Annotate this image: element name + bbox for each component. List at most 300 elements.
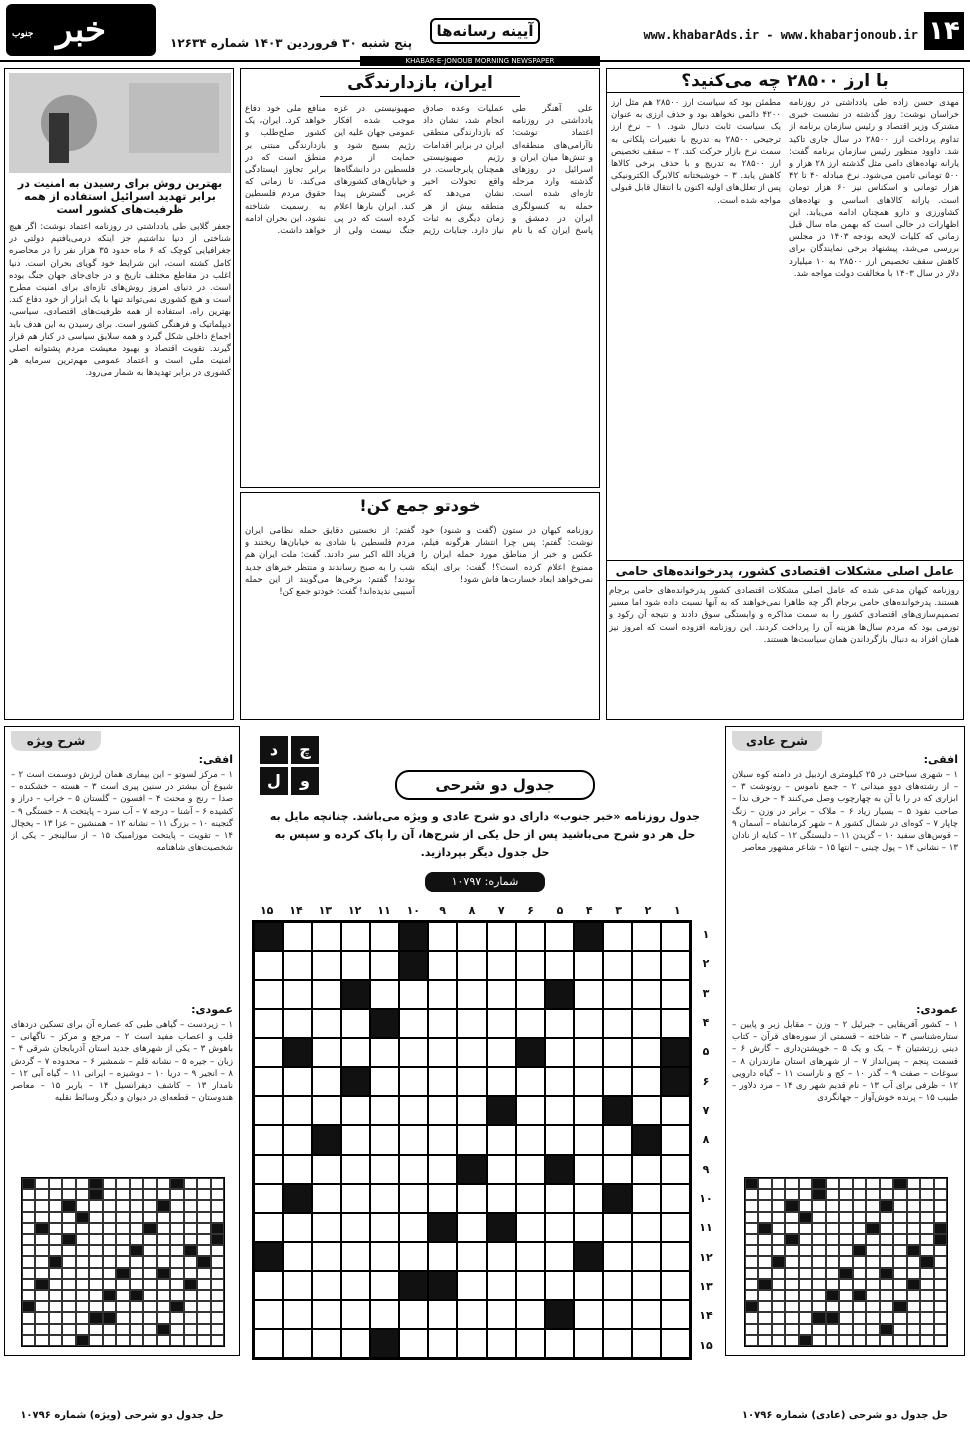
grid-cell[interactable]	[428, 1038, 457, 1067]
grid-cell[interactable]	[545, 1242, 574, 1271]
grid-block	[603, 1096, 632, 1125]
grid-cell	[89, 1200, 102, 1211]
grid-cell[interactable]	[487, 1067, 516, 1096]
grid-cell[interactable]	[603, 1213, 632, 1242]
grid-cell[interactable]	[399, 1067, 428, 1096]
grid-cell[interactable]	[487, 1271, 516, 1300]
grid-cell	[758, 1245, 771, 1256]
grid-cell	[157, 1279, 170, 1290]
grid-cell[interactable]	[516, 1184, 545, 1213]
grid-cell[interactable]	[487, 1125, 516, 1154]
grid-cell	[89, 1223, 102, 1234]
grid-cell[interactable]	[632, 1242, 661, 1271]
grid-cell[interactable]	[370, 1300, 399, 1329]
grid-cell	[211, 1178, 224, 1189]
grid-block	[799, 1335, 812, 1346]
grid-cell	[785, 1189, 798, 1200]
grid-cell[interactable]	[574, 980, 603, 1009]
grid-cell[interactable]	[254, 1096, 283, 1125]
grid-cell[interactable]	[545, 1184, 574, 1213]
grid-cell[interactable]	[370, 1067, 399, 1096]
grid-cell[interactable]	[370, 1038, 399, 1067]
grid-cell[interactable]	[516, 1125, 545, 1154]
grid-cell[interactable]	[341, 1242, 370, 1271]
grid-cell[interactable]	[341, 1329, 370, 1358]
grid-cell	[893, 1324, 906, 1335]
grid-cell[interactable]	[428, 1067, 457, 1096]
grid-cell	[907, 1312, 920, 1323]
solution-grid-normal	[744, 1177, 948, 1347]
grid-cell[interactable]	[254, 1009, 283, 1038]
grid-cell[interactable]	[312, 922, 341, 951]
grid-block	[853, 1245, 866, 1256]
grid-cell	[103, 1279, 116, 1290]
grid-cell[interactable]	[516, 1329, 545, 1358]
grid-block	[35, 1223, 48, 1234]
grid-cell[interactable]	[661, 1300, 690, 1329]
grid-cell[interactable]	[487, 1300, 516, 1329]
grid-cell[interactable]	[341, 1125, 370, 1154]
grid-cell	[76, 1234, 89, 1245]
grid-cell[interactable]	[312, 1300, 341, 1329]
grid-cell[interactable]	[487, 1038, 516, 1067]
grid-cell[interactable]	[341, 1271, 370, 1300]
grid-cell[interactable]	[457, 922, 486, 951]
grid-cell[interactable]	[603, 1329, 632, 1358]
grid-cell	[76, 1268, 89, 1279]
grid-cell[interactable]	[399, 1300, 428, 1329]
grid-cell[interactable]	[574, 1271, 603, 1300]
grid-block	[934, 1223, 947, 1234]
grid-cell[interactable]	[399, 1184, 428, 1213]
grid-cell[interactable]	[254, 1213, 283, 1242]
grid-cell[interactable]	[516, 1300, 545, 1329]
grid-cell[interactable]	[312, 1213, 341, 1242]
grid-cell[interactable]	[457, 1271, 486, 1300]
grid-cell	[866, 1335, 879, 1346]
grid-cell[interactable]	[428, 922, 457, 951]
grid-cell[interactable]	[399, 1213, 428, 1242]
grid-cell[interactable]	[545, 1096, 574, 1125]
grid-cell[interactable]	[545, 1271, 574, 1300]
grid-cell	[170, 1324, 183, 1335]
grid-cell	[197, 1200, 210, 1211]
grid-block	[812, 1312, 825, 1323]
grid-cell[interactable]	[574, 1038, 603, 1067]
article-column: مطمئن بود که سیاست ارز ۲۸۵۰۰ هم مثل ارز ۴۲۰۰ دائمی نخواهد بود و حذف ارزی به عنوان یک سیاست ثابت دنبال شود. ۱ – نرخ ارز ترجیحی ۲۸۵۰۰ به تدریج با تغییرات پلکانی به سمت نرخ بازار حرکت کند. ۲ – سقف تخصیص ارز ۲۸۵۰۰ به تدریج و با حذف برخی کالاها کاهش یابد. ۳ – خوشبختانه کالابرگ الکترونیکی پس از تعلل‌های اولیه اکنون با انتقال قابل قبولی مواجه شده است.	[611, 98, 781, 206]
grid-cell	[866, 1301, 879, 1312]
grid-cell	[826, 1178, 839, 1189]
grid-cell	[184, 1178, 197, 1189]
grid-cell	[35, 1245, 48, 1256]
grid-cell	[758, 1178, 771, 1189]
grid-cell[interactable]	[283, 951, 312, 980]
grid-cell[interactable]	[370, 951, 399, 980]
grid-cell	[197, 1245, 210, 1256]
grid-cell[interactable]	[545, 1038, 574, 1067]
grid-cell[interactable]	[661, 951, 690, 980]
grid-block	[880, 1268, 893, 1279]
grid-cell[interactable]	[399, 1009, 428, 1038]
grid-block	[893, 1301, 906, 1312]
grid-cell	[62, 1212, 75, 1223]
grid-cell[interactable]	[661, 1096, 690, 1125]
grid-cell[interactable]	[574, 951, 603, 980]
grid-cell[interactable]	[457, 980, 486, 1009]
grid-cell	[170, 1245, 183, 1256]
grid-cell[interactable]	[399, 1125, 428, 1154]
grid-cell[interactable]	[487, 980, 516, 1009]
grid-cell[interactable]	[603, 1155, 632, 1184]
grid-cell[interactable]	[632, 1038, 661, 1067]
grid-cell[interactable]	[254, 1329, 283, 1358]
grid-cell[interactable]	[632, 951, 661, 980]
grid-cell[interactable]	[661, 1271, 690, 1300]
grid-cell[interactable]	[516, 1096, 545, 1125]
grid-cell[interactable]	[574, 1184, 603, 1213]
grid-cell[interactable]	[516, 1242, 545, 1271]
grid-cell[interactable]	[661, 922, 690, 951]
grid-cell[interactable]	[312, 1096, 341, 1125]
grid-cell[interactable]	[632, 1213, 661, 1242]
grid-cell[interactable]	[661, 1155, 690, 1184]
grid-cell	[907, 1335, 920, 1346]
grid-cell[interactable]	[370, 1271, 399, 1300]
grid-cell[interactable]	[283, 1300, 312, 1329]
grid-cell[interactable]	[516, 1213, 545, 1242]
grid-cell[interactable]	[283, 1067, 312, 1096]
grid-cell[interactable]	[516, 1009, 545, 1038]
grid-cell[interactable]	[341, 1155, 370, 1184]
grid-cell[interactable]	[428, 1242, 457, 1271]
grid-cell[interactable]	[661, 1213, 690, 1242]
grid-cell	[89, 1301, 102, 1312]
grid-cell[interactable]	[341, 1009, 370, 1038]
grid-cell[interactable]	[370, 1125, 399, 1154]
grid-cell[interactable]	[487, 1009, 516, 1038]
grid-cell[interactable]	[574, 1155, 603, 1184]
grid-cell	[866, 1189, 879, 1200]
grid-cell[interactable]	[545, 1213, 574, 1242]
grid-cell[interactable]	[545, 1009, 574, 1038]
grid-cell[interactable]	[399, 1096, 428, 1125]
grid-cell	[853, 1256, 866, 1267]
grid-cell[interactable]	[457, 1009, 486, 1038]
grid-cell[interactable]	[603, 1125, 632, 1154]
grid-block	[880, 1324, 893, 1335]
grid-cell[interactable]	[574, 1213, 603, 1242]
grid-cell[interactable]	[312, 1184, 341, 1213]
grid-cell[interactable]	[632, 1009, 661, 1038]
col-number: ۶	[527, 904, 534, 917]
grid-cell[interactable]	[574, 1300, 603, 1329]
grid-block	[799, 1212, 812, 1223]
page-number: ۱۴	[924, 12, 964, 50]
grid-cell[interactable]	[370, 1096, 399, 1125]
grid-cell	[49, 1200, 62, 1211]
grid-cell[interactable]	[370, 922, 399, 951]
grid-cell[interactable]	[632, 1329, 661, 1358]
grid-cell[interactable]	[545, 1329, 574, 1358]
grid-cell[interactable]	[428, 1096, 457, 1125]
grid-cell	[76, 1223, 89, 1234]
grid-cell[interactable]	[254, 1125, 283, 1154]
col-number: ۱۲	[347, 904, 362, 917]
grid-cell	[839, 1200, 852, 1211]
grid-block	[197, 1256, 210, 1267]
grid-cell[interactable]	[603, 1009, 632, 1038]
grid-cell[interactable]	[283, 1009, 312, 1038]
grid-cell	[826, 1200, 839, 1211]
col-number: ۴	[585, 904, 593, 917]
grid-cell[interactable]	[428, 980, 457, 1009]
grid-cell[interactable]	[487, 1329, 516, 1358]
grid-cell	[839, 1178, 852, 1189]
grid-cell	[826, 1223, 839, 1234]
grid-cell	[812, 1335, 825, 1346]
site-urls[interactable]: www.khabarAds.ir - www.khabarjonoub.ir	[643, 28, 918, 42]
grid-cell[interactable]	[661, 1125, 690, 1154]
grid-cell[interactable]	[283, 1213, 312, 1242]
grid-cell[interactable]	[632, 1184, 661, 1213]
grid-cell[interactable]	[254, 980, 283, 1009]
grid-cell[interactable]	[283, 922, 312, 951]
grid-cell[interactable]	[603, 951, 632, 980]
grid-cell[interactable]	[312, 1067, 341, 1096]
grid-cell	[812, 1212, 825, 1223]
grid-cell	[157, 1189, 170, 1200]
grid-cell[interactable]	[457, 1300, 486, 1329]
grid-cell[interactable]	[632, 1067, 661, 1096]
grid-cell[interactable]	[632, 1271, 661, 1300]
grid-cell[interactable]	[487, 951, 516, 980]
grid-cell[interactable]	[457, 1125, 486, 1154]
grid-cell	[89, 1279, 102, 1290]
grid-cell[interactable]	[283, 1096, 312, 1125]
grid-cell	[920, 1200, 933, 1211]
grid-cell	[211, 1189, 224, 1200]
grid-block	[758, 1279, 771, 1290]
grid-cell[interactable]	[312, 1038, 341, 1067]
grid-cell[interactable]	[603, 1300, 632, 1329]
grid-cell[interactable]	[545, 1125, 574, 1154]
grid-cell[interactable]	[341, 1213, 370, 1242]
grid-cell	[130, 1256, 143, 1267]
grid-cell[interactable]	[428, 1155, 457, 1184]
grid-cell[interactable]	[574, 1009, 603, 1038]
grid-cell[interactable]	[254, 951, 283, 980]
grid-cell[interactable]	[399, 1038, 428, 1067]
grid-cell[interactable]	[254, 1038, 283, 1067]
grid-cell[interactable]	[312, 1242, 341, 1271]
grid-block	[283, 1038, 312, 1067]
grid-cell[interactable]	[399, 1155, 428, 1184]
grid-cell[interactable]	[428, 1300, 457, 1329]
grid-cell[interactable]	[312, 1009, 341, 1038]
grid-cell	[880, 1312, 893, 1323]
grid-block	[826, 1290, 839, 1301]
grid-cell	[157, 1312, 170, 1323]
grid-cell[interactable]	[283, 1242, 312, 1271]
grid-cell[interactable]	[399, 1329, 428, 1358]
grid-cell[interactable]	[254, 1300, 283, 1329]
grid-cell[interactable]	[312, 1155, 341, 1184]
grid-cell	[35, 1189, 48, 1200]
grid-cell[interactable]	[574, 1096, 603, 1125]
grid-cell[interactable]	[283, 1125, 312, 1154]
grid-cell[interactable]	[632, 1096, 661, 1125]
grid-cell	[116, 1301, 129, 1312]
grid-cell	[197, 1279, 210, 1290]
grid-cell	[799, 1178, 812, 1189]
grid-cell	[116, 1189, 129, 1200]
grid-cell[interactable]	[632, 1155, 661, 1184]
grid-cell[interactable]	[516, 1155, 545, 1184]
grid-cell	[907, 1324, 920, 1335]
grid-cell[interactable]	[341, 1184, 370, 1213]
grid-cell[interactable]	[632, 922, 661, 951]
grid-cell[interactable]	[370, 1184, 399, 1213]
grid-cell[interactable]	[661, 1184, 690, 1213]
grid-cell[interactable]	[661, 980, 690, 1009]
grid-cell[interactable]	[457, 1038, 486, 1067]
grid-cell[interactable]	[399, 1242, 428, 1271]
puzzle-logo-letter: و	[291, 767, 319, 795]
grid-cell[interactable]	[254, 1155, 283, 1184]
grid-cell	[812, 1279, 825, 1290]
grid-cell[interactable]	[254, 1067, 283, 1096]
crossword-grid[interactable]	[252, 920, 692, 1360]
grid-cell[interactable]	[603, 1242, 632, 1271]
grid-cell	[211, 1256, 224, 1267]
grid-cell[interactable]	[457, 1184, 486, 1213]
grid-cell[interactable]	[457, 1329, 486, 1358]
across-clues: ۱ – شهری سیاحتی در ۲۵ کیلومتری اردبیل در دامنه کوه سبلان – از رشته‌های دوو میدانی ۲ – جمع ناموس – رونوشت ۳ – ابزاری که در را با آن به چهارچوب وصل می‌کنند ۴ – حرف ندا – صاحب نفوذ ۵ – بسیار زیاد ۶ – ملاک – برابر در وزن – زنگ چاپار ۷ – کوه‌ای در شمال کشور ۸ – شهر کرمانشاه – آسمان ۹ – قوس‌های سفید ۱۰ – گزیدن ۱۱ – دلبستگی ۱۲ – کنایه از نادان ۱۳ – نشانی ۱۴ – پول چینی – انتها ۱۵ – شاعر مشهور معاصر	[732, 770, 958, 854]
grid-cell	[89, 1268, 102, 1279]
grid-cell	[184, 1335, 197, 1346]
grid-cell[interactable]	[516, 1271, 545, 1300]
grid-cell[interactable]	[341, 951, 370, 980]
grid-cell[interactable]	[283, 1155, 312, 1184]
puzzle-logo	[259, 736, 319, 796]
grid-cell[interactable]	[341, 1038, 370, 1067]
grid-cell[interactable]	[457, 1067, 486, 1096]
grid-cell[interactable]	[574, 1067, 603, 1096]
grid-cell[interactable]	[283, 1329, 312, 1358]
grid-cell[interactable]	[457, 1096, 486, 1125]
grid-block	[341, 1067, 370, 1096]
grid-cell[interactable]	[428, 1329, 457, 1358]
grid-cell[interactable]	[516, 1067, 545, 1096]
grid-cell[interactable]	[312, 1271, 341, 1300]
grid-cell	[785, 1290, 798, 1301]
grid-cell[interactable]	[661, 1329, 690, 1358]
grid-cell[interactable]	[341, 1300, 370, 1329]
grid-cell[interactable]	[283, 980, 312, 1009]
grid-cell[interactable]	[312, 951, 341, 980]
grid-block	[399, 951, 428, 980]
grid-cell	[103, 1245, 116, 1256]
grid-cell	[880, 1189, 893, 1200]
grid-cell[interactable]	[516, 951, 545, 980]
grid-cell	[772, 1200, 785, 1211]
grid-cell[interactable]	[603, 1067, 632, 1096]
grid-cell[interactable]	[312, 980, 341, 1009]
grid-cell[interactable]	[428, 1009, 457, 1038]
grid-cell[interactable]	[545, 1067, 574, 1096]
grid-cell	[853, 1324, 866, 1335]
grid-cell[interactable]	[487, 922, 516, 951]
grid-cell[interactable]	[428, 1125, 457, 1154]
grid-cell[interactable]	[457, 1242, 486, 1271]
row-number: ۳	[702, 986, 710, 1000]
grid-cell[interactable]	[283, 1271, 312, 1300]
grid-cell[interactable]	[457, 1213, 486, 1242]
grid-cell	[35, 1200, 48, 1211]
grid-cell[interactable]	[603, 980, 632, 1009]
row-number: ۱۳	[699, 1280, 713, 1294]
grid-cell	[22, 1200, 35, 1211]
grid-cell[interactable]	[428, 951, 457, 980]
grid-cell	[103, 1256, 116, 1267]
grid-block	[745, 1301, 758, 1312]
grid-cell[interactable]	[574, 1125, 603, 1154]
grid-cell[interactable]	[661, 1242, 690, 1271]
grid-block	[103, 1290, 116, 1301]
grid-cell[interactable]	[370, 1155, 399, 1184]
grid-cell[interactable]	[632, 980, 661, 1009]
grid-cell[interactable]	[341, 922, 370, 951]
grid-cell[interactable]	[428, 1184, 457, 1213]
grid-cell	[745, 1312, 758, 1323]
grid-cell	[826, 1268, 839, 1279]
grid-cell[interactable]	[487, 1155, 516, 1184]
grid-cell[interactable]	[370, 980, 399, 1009]
grid-cell[interactable]	[254, 1271, 283, 1300]
grid-cell[interactable]	[370, 1242, 399, 1271]
grid-cell	[934, 1256, 947, 1267]
grid-block	[603, 1184, 632, 1213]
grid-cell[interactable]	[457, 951, 486, 980]
grid-cell[interactable]	[603, 1271, 632, 1300]
grid-block	[22, 1178, 35, 1189]
grid-cell[interactable]	[399, 980, 428, 1009]
grid-cell	[116, 1212, 129, 1223]
grid-cell[interactable]	[254, 1184, 283, 1213]
grid-block	[170, 1301, 183, 1312]
grid-cell[interactable]	[516, 980, 545, 1009]
grid-cell[interactable]	[312, 1329, 341, 1358]
grid-cell[interactable]	[545, 922, 574, 951]
grid-cell[interactable]	[603, 922, 632, 951]
grid-cell	[143, 1279, 156, 1290]
grid-block	[157, 1268, 170, 1279]
grid-cell[interactable]	[632, 1300, 661, 1329]
grid-cell[interactable]	[603, 1038, 632, 1067]
grid-cell[interactable]	[516, 922, 545, 951]
grid-cell	[116, 1245, 129, 1256]
grid-cell[interactable]	[574, 1329, 603, 1358]
grid-cell	[197, 1223, 210, 1234]
grid-cell[interactable]	[487, 1184, 516, 1213]
grid-cell[interactable]	[487, 1242, 516, 1271]
grid-cell[interactable]	[370, 1213, 399, 1242]
grid-cell	[35, 1212, 48, 1223]
grid-cell[interactable]	[545, 951, 574, 980]
grid-cell[interactable]	[661, 1009, 690, 1038]
grid-cell	[76, 1301, 89, 1312]
grid-cell[interactable]	[341, 1096, 370, 1125]
